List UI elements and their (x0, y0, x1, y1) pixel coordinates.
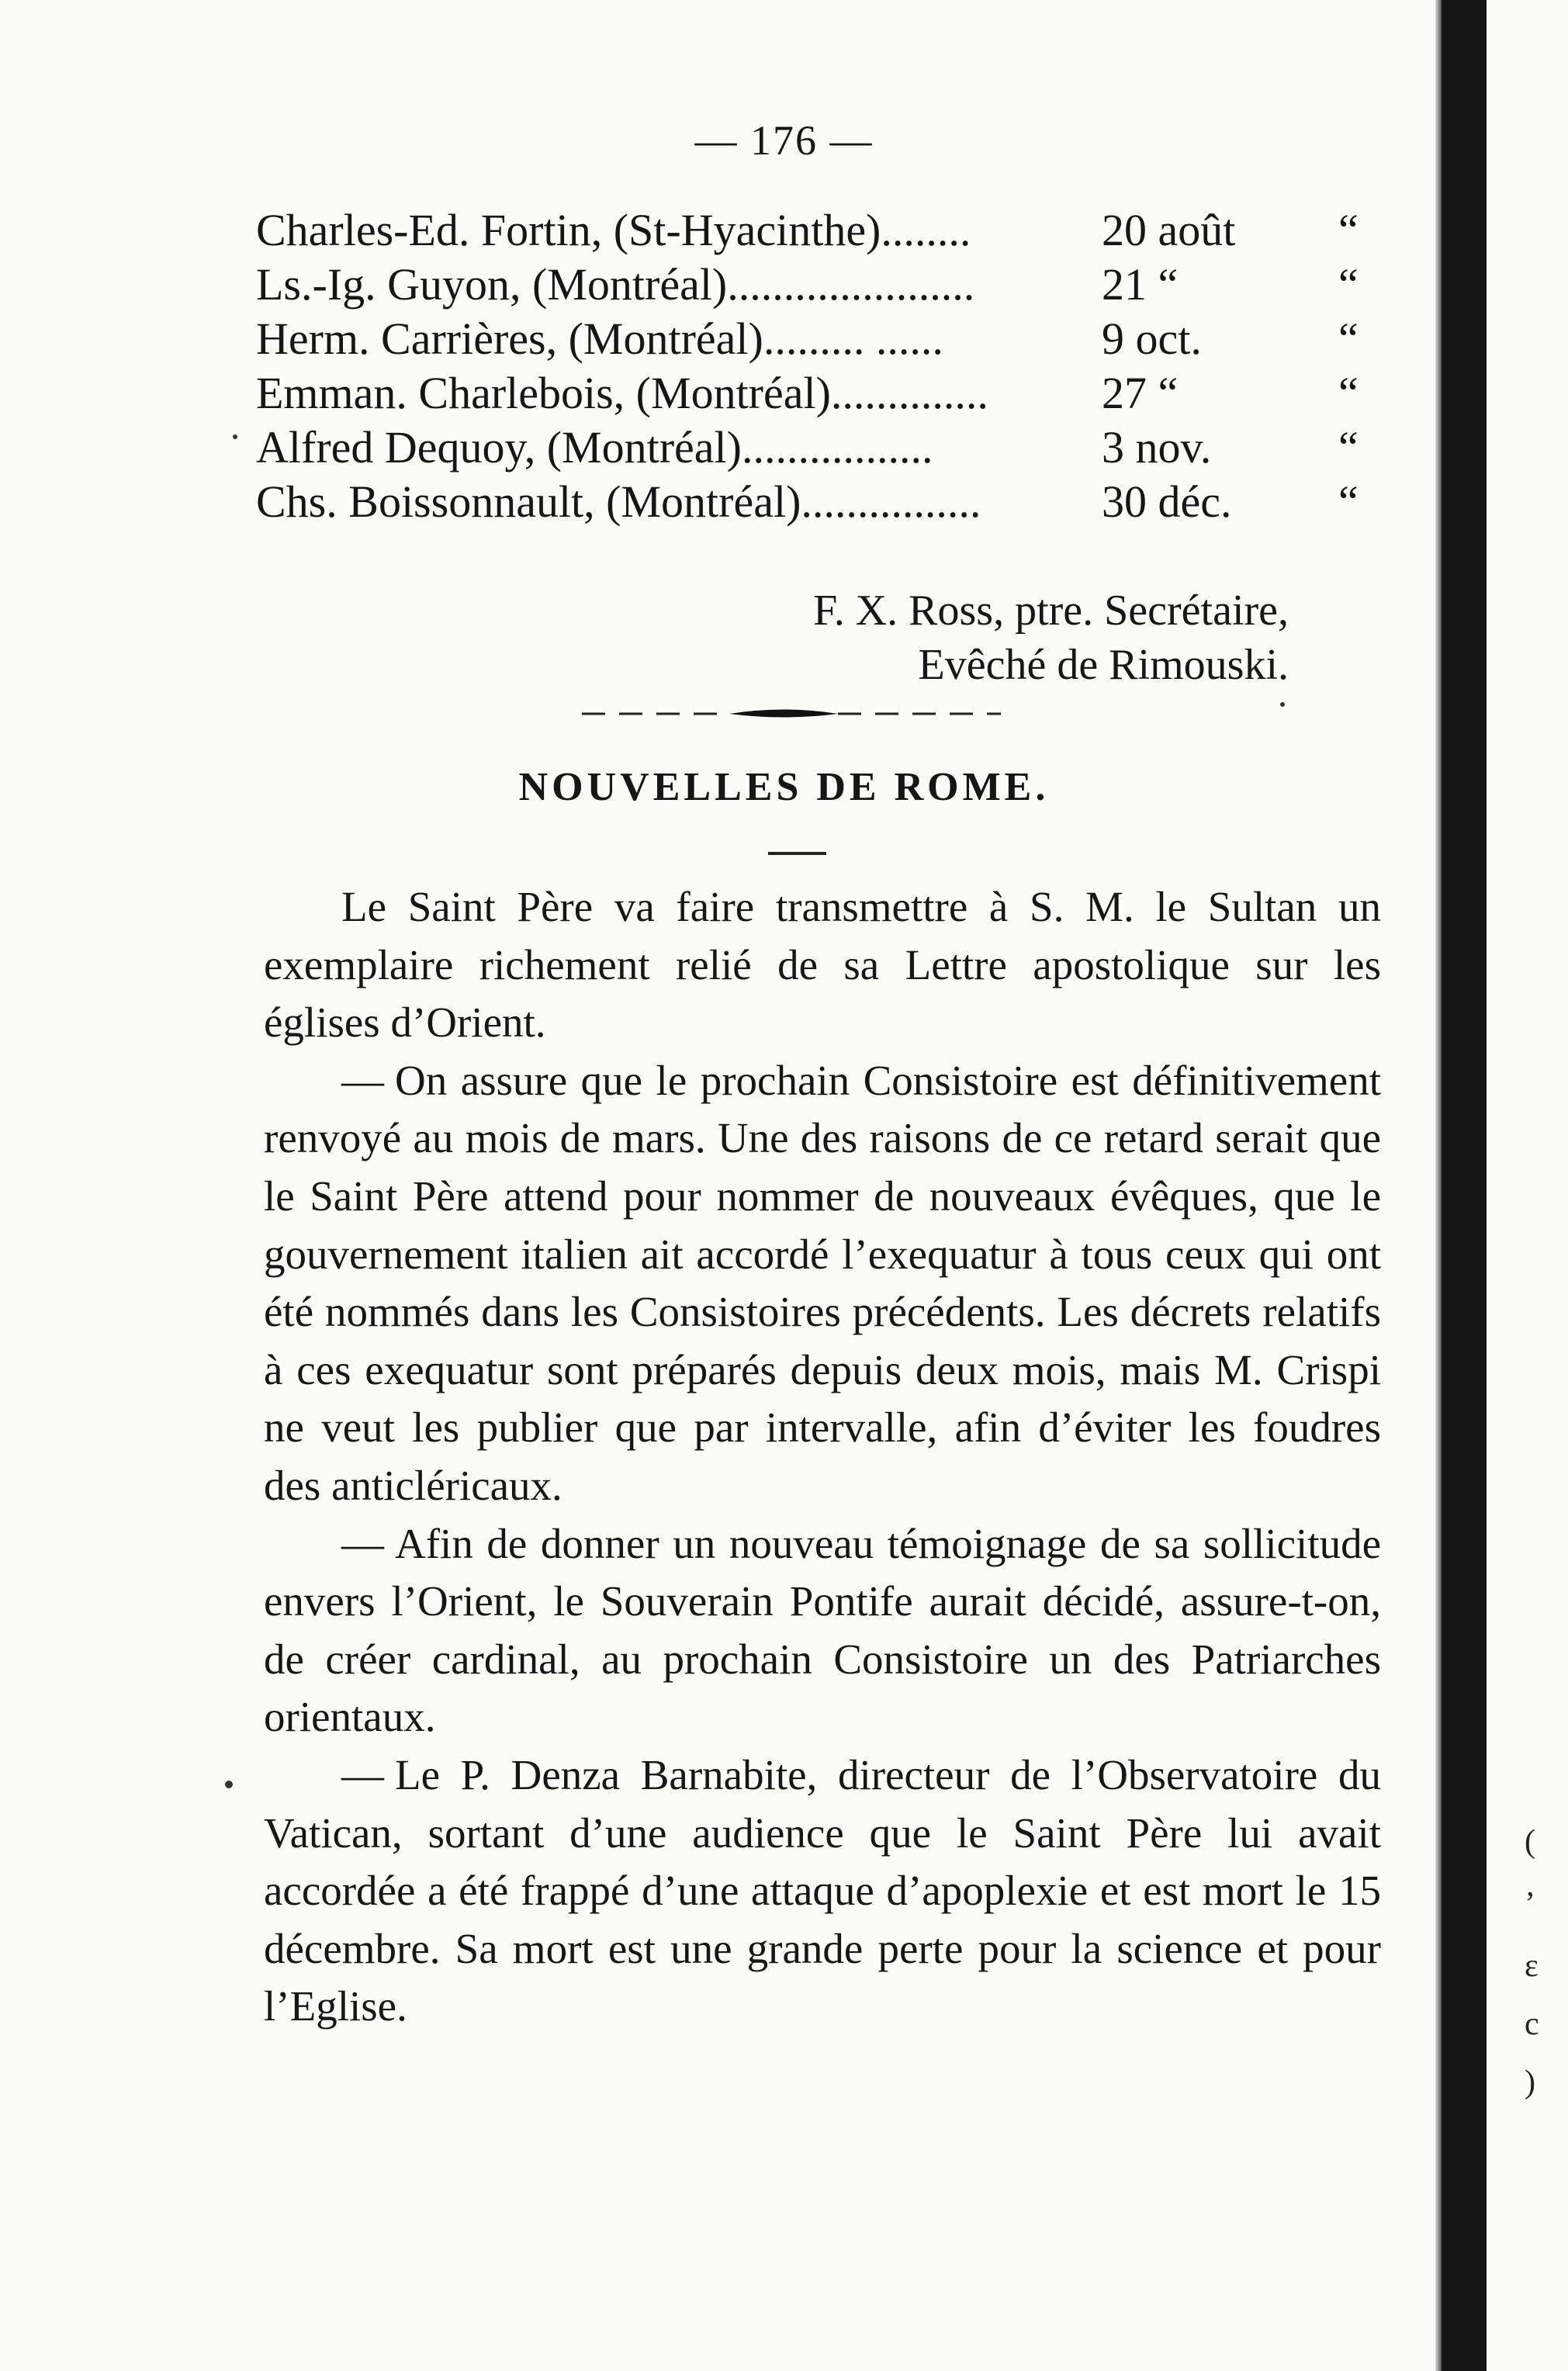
list-ditto-mark: “ (1338, 313, 1359, 364)
print-speck (225, 1781, 233, 1788)
paragraph (264, 1746, 1381, 2036)
list-date: 30 déc. (1102, 476, 1232, 527)
list-ditto-mark: “ (1338, 422, 1359, 472)
list-name: Alfred Dequoy, (Montréal)................. (256, 422, 933, 472)
print-speck (233, 434, 237, 439)
list-row (256, 312, 1373, 366)
paragraph-text: Le P. Denza Barnabite, directeur de l’Observatoire du Vatican, sortant d’une audience que le Saint Père lui avait accordée a été frappé d’une attaque d’apoplexie et est mort le 15 décembre. Sa mort est une grande perte pour la science et pour l’Eglise. (264, 1750, 1381, 2030)
paragraph-dash: — (341, 1750, 384, 1798)
list-date: 3 nov. (1102, 422, 1212, 472)
list-name: Emman. Charlebois, (Montréal).............. (256, 368, 988, 418)
short-rule-divider (768, 852, 826, 855)
paragraph (264, 1515, 1381, 1746)
list-ditto-mark: “ (1338, 476, 1359, 527)
paragraph-dash: — (341, 1056, 384, 1104)
print-speck (1280, 702, 1285, 707)
margin-mark: ’ (1525, 1886, 1535, 1922)
paragraph (264, 1052, 1381, 1515)
ordination-list (256, 203, 1373, 529)
list-ditto-mark: “ (1338, 205, 1359, 255)
page-number: — 176 — (694, 117, 874, 164)
margin-mark: c (1525, 2006, 1539, 2042)
list-row (256, 366, 1373, 421)
list-date: 27 “ (1102, 368, 1179, 418)
signature-line-2: Evêché de Rimouski. (918, 641, 1289, 689)
paragraph-text: Afin de donner un nouveau témoignage de sa sollicitude envers l’Orient, le Souverain Pontife aurait décidé, assure-t-on, de créer cardinal, au prochain Consistoire un des Patriarches orientaux. (264, 1519, 1381, 1741)
list-ditto-mark: “ (1338, 368, 1359, 418)
margin-mark: ) (1525, 2065, 1535, 2100)
list-row (256, 258, 1373, 312)
list-name: Herm. Carrières, (Montréal)......... ...... (256, 313, 943, 364)
list-ditto-mark: “ (1338, 259, 1359, 310)
list-row (256, 203, 1373, 258)
list-name: Charles-Ed. Fortin, (St-Hyacinthe)........ (256, 205, 971, 255)
margin-mark: ε (1525, 1948, 1539, 1984)
list-row (256, 475, 1373, 529)
article-body (264, 878, 1381, 2036)
list-row (256, 421, 1373, 475)
list-date: 20 août (1102, 205, 1236, 255)
list-name: Chs. Boissonnault, (Montréal)................ (256, 476, 981, 527)
paragraph-text: Le Saint Père va faire transmettre à S. M. le Sultan un exemplaire richement relié de sa Lettre apostolique sur les églises d’Orient. (264, 883, 1381, 1047)
signature-line-1: F. X. Ross, ptre. Secrétaire, (813, 587, 1289, 635)
margin-mark: ( (1525, 1824, 1535, 1860)
paragraph-text: On assure que le prochain Consistoire est définitivement renvoyé au mois de mars. Une des raisons de ce retard serait que le Saint Père attend pour nommer de nouveaux évêques, que le gouvernement italien ait accordé l’exequatur à tous ceux qui ont été nommés dans les Consistoires précédents. Les décrets relatifs à ces exequatur sont préparés depuis deux mois, mais M. Crispi ne veut les publier que par intervalle, afin d’éviter les foudres des anticléricaux. (264, 1056, 1381, 1509)
paragraph-dash: — (341, 1519, 384, 1567)
paragraph (264, 878, 1381, 1052)
list-name: Ls.-Ig. Guyon, (Montréal)...................... (256, 259, 975, 310)
section-title: NOUVELLES DE ROME. (518, 765, 1050, 809)
list-date: 9 oct. (1102, 313, 1202, 364)
binding-spine (1442, 0, 1487, 2371)
list-date: 21 “ (1102, 259, 1179, 310)
ornament-divider (582, 702, 1001, 725)
